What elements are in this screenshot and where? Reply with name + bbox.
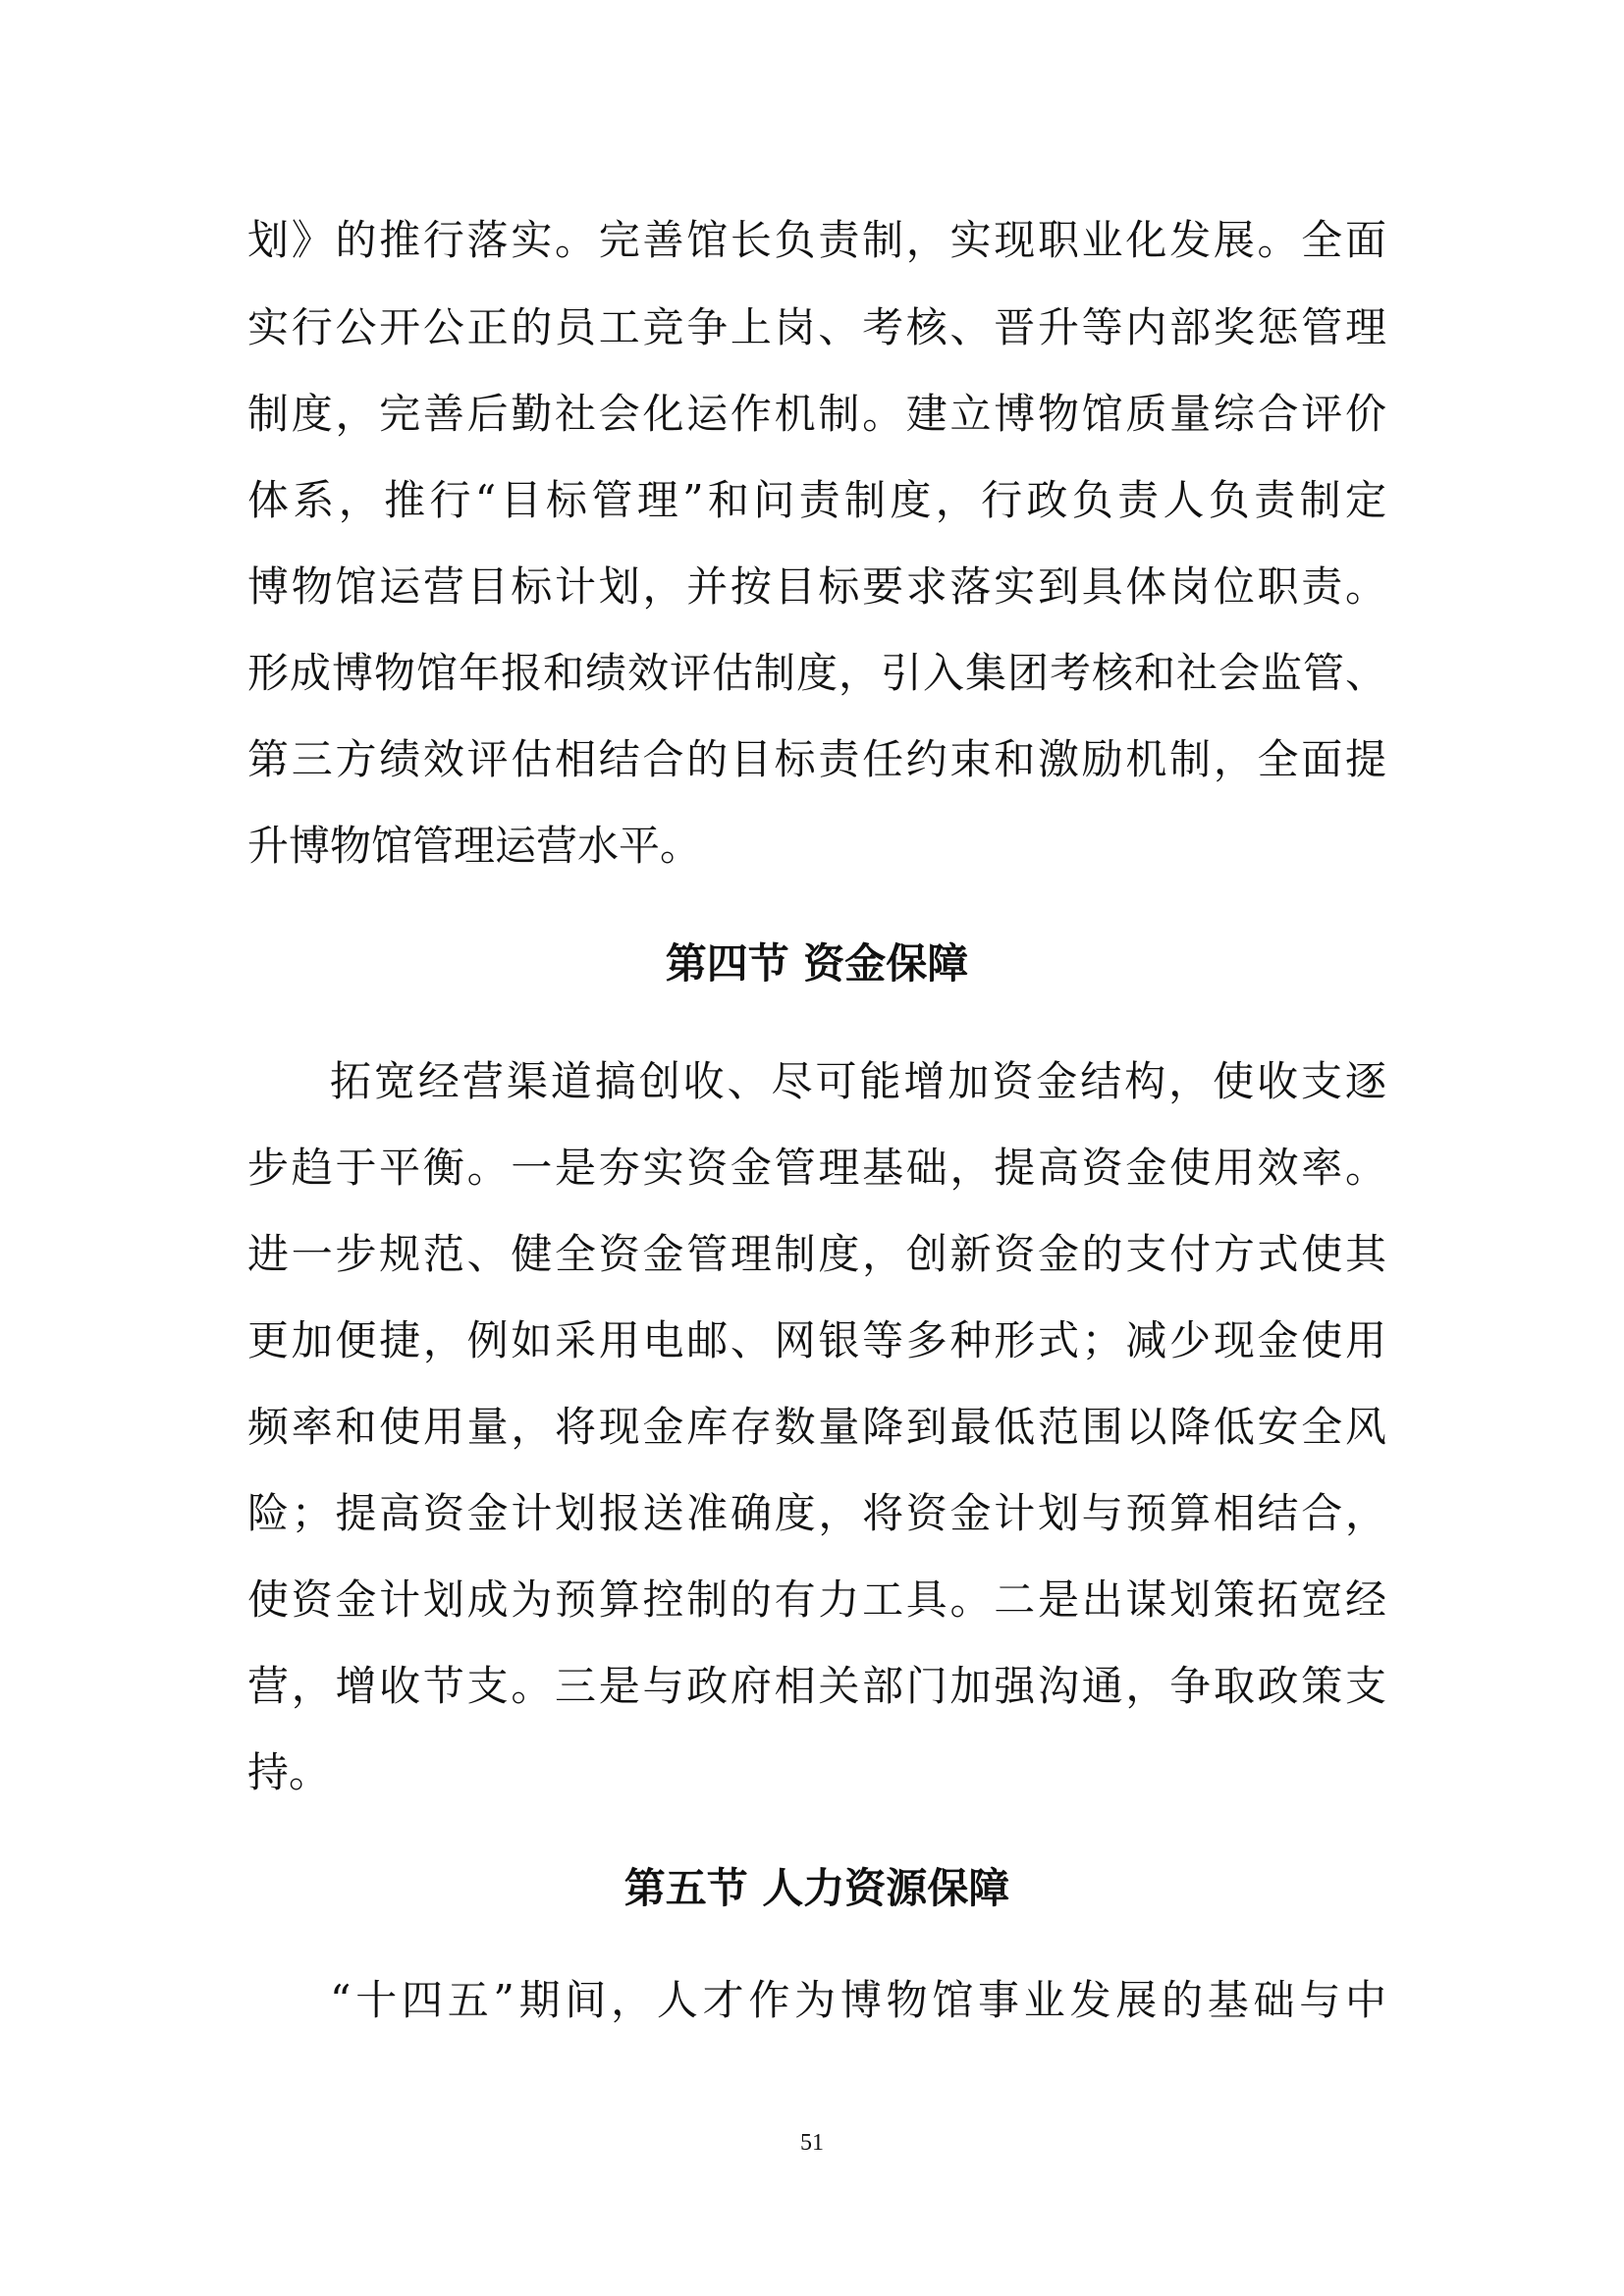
paragraph-line: 更加便捷，例如采用电邮、网银等多种形式；减少现金使用: [247, 1316, 1386, 1364]
paragraph-line: 险；提高资金计划报送准确度，将资金计划与预算相结合，: [247, 1489, 1386, 1537]
page-number: 51: [800, 2130, 824, 2156]
paragraph-line: 持。: [247, 1748, 331, 1796]
paragraph-line: 进一步规范、健全资金管理制度，创新资金的支付方式使其: [247, 1230, 1386, 1278]
paragraph-line: 频率和使用量，将现金库存数量降到最低范围以降低安全风: [247, 1403, 1386, 1451]
paragraph-line: 营，增收节支。三是与政府相关部门加强沟通，争取政策支: [247, 1662, 1386, 1710]
paragraph-line: 形成博物馆年报和绩效评估制度，引入集团考核和社会监管、: [247, 649, 1386, 697]
paragraph-line: 拓宽经营渠道搞创收、尽可能增加资金结构，使收支逐: [330, 1057, 1386, 1105]
paragraph-line: 博物馆运营目标计划，并按目标要求落实到具体岗位职责。: [247, 562, 1386, 611]
paragraph-line: 制度，完善后勤社会化运作机制。建立博物馆质量综合评价: [247, 390, 1386, 438]
paragraph-line: 体系，推行“目标管理”和问责制度，行政负责人负责制定: [247, 476, 1386, 524]
paragraph-line: 实行公开公正的员工竞争上岗、考核、晋升等内部奖惩管理: [247, 303, 1386, 351]
paragraph-line: 第三方绩效评估相结合的目标责任约束和激励机制，全面提: [247, 735, 1386, 783]
paragraph-line: “十四五”期间，人才作为博物馆事业发展的基础与中: [330, 1976, 1386, 2024]
section-heading-human-resources: 第五节 人力资源保障: [623, 1864, 1010, 1912]
paragraph-line: 划》的推行落实。完善馆长负责制，实现职业化发展。全面: [247, 216, 1386, 264]
paragraph-line: 使资金计划成为预算控制的有力工具。二是出谋划策拓宽经: [247, 1575, 1386, 1624]
paragraph-line: 升博物馆管理运营水平。: [247, 822, 702, 870]
paragraph-line: 步趋于平衡。一是夯实资金管理基础，提高资金使用效率。: [247, 1144, 1386, 1192]
section-heading-funding: 第四节 资金保障: [665, 939, 969, 988]
